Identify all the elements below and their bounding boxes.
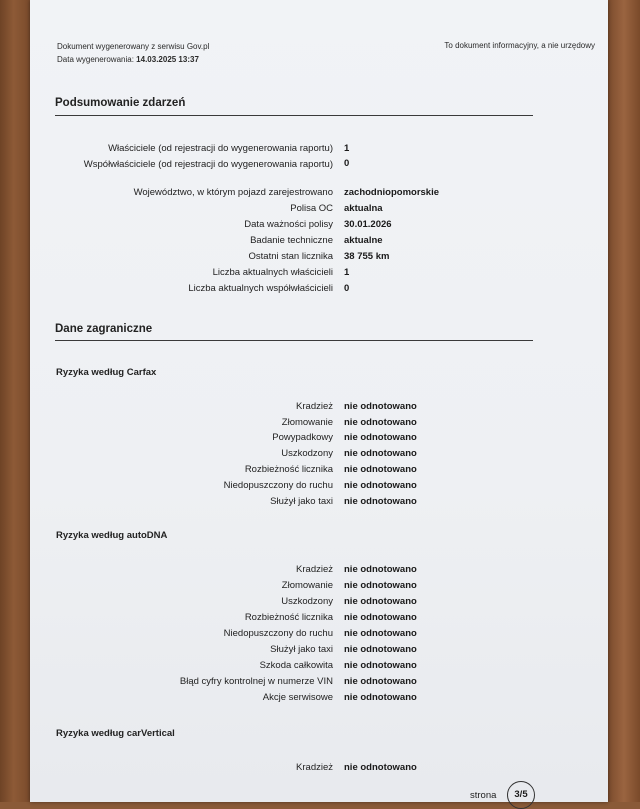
document-notice: To dokument informacyjny, a nie urzędowy xyxy=(444,41,595,50)
wood-background-right xyxy=(608,0,640,802)
autodna-row-value: nie odnotowano xyxy=(344,692,417,703)
autodna-row-label: Złomowanie xyxy=(281,580,333,591)
summary-row xyxy=(55,203,533,217)
generated-date-value: 14.03.2025 13:37 xyxy=(136,55,199,64)
summary-section-rule xyxy=(55,115,533,116)
summary-row-value: 38 755 km xyxy=(344,251,390,262)
summary-section-title: Podsumowanie zdarzeń xyxy=(55,97,186,109)
autodna-row-value: nie odnotowano xyxy=(344,660,417,671)
summary-row xyxy=(55,251,533,265)
document-header-left xyxy=(57,40,209,66)
carfax-row xyxy=(55,432,533,446)
autodna-row xyxy=(55,660,533,674)
carfax-row-value: nie odnotowano xyxy=(344,432,417,443)
carfax-row-value: nie odnotowano xyxy=(344,417,417,428)
autodna-row-value: nie odnotowano xyxy=(344,564,417,575)
summary-row xyxy=(55,143,533,157)
wood-background-left xyxy=(0,0,30,802)
autodna-row xyxy=(55,596,533,610)
autodna-title: Ryzyka według autoDNA xyxy=(56,530,168,541)
carfax-row-label: Uszkodzony xyxy=(281,448,333,459)
carvertical-row-label: Kradzież xyxy=(296,762,333,773)
carfax-row xyxy=(55,417,533,431)
generated-date-label: Data wygenerowania: xyxy=(57,55,134,64)
autodna-row-value: nie odnotowano xyxy=(344,676,417,687)
autodna-row-value: nie odnotowano xyxy=(344,628,417,639)
summary-row xyxy=(55,267,533,281)
summary-row-label: Badanie techniczne xyxy=(250,235,333,246)
carfax-row-label: Powypadkowy xyxy=(272,432,333,443)
carfax-row-label: Złomowanie xyxy=(281,417,333,428)
summary-row-value: 0 xyxy=(344,283,350,294)
carfax-row-value: nie odnotowano xyxy=(344,448,417,459)
summary-row-label: Data ważności polisy xyxy=(244,219,333,230)
autodna-row-label: Akcje serwisowe xyxy=(262,692,333,703)
carfax-row xyxy=(55,480,533,494)
carfax-row xyxy=(55,464,533,478)
autodna-row xyxy=(55,692,533,706)
autodna-row xyxy=(55,644,533,658)
carfax-row-value: nie odnotowano xyxy=(344,496,417,507)
summary-row xyxy=(55,219,533,233)
summary-row-value: aktualne xyxy=(344,235,383,246)
summary-row-value: aktualna xyxy=(344,203,383,214)
summary-row-value: 1 xyxy=(344,143,350,154)
autodna-row xyxy=(55,564,533,578)
carvertical-title: Ryzyka według carVertical xyxy=(56,728,175,739)
carfax-row-value: nie odnotowano xyxy=(344,480,417,491)
summary-row xyxy=(55,235,533,249)
foreign-section-rule xyxy=(55,340,533,341)
summary-row-label: Liczba aktualnych właścicieli xyxy=(212,267,333,278)
carfax-row xyxy=(55,496,533,510)
summary-row-label: Właściciele (od rejestracji do wygenerowania raportu) xyxy=(108,143,333,154)
autodna-row xyxy=(55,580,533,594)
autodna-row-label: Niedopuszczony do ruchu xyxy=(223,628,333,639)
carvertical-row xyxy=(55,762,533,776)
autodna-row-label: Uszkodzony xyxy=(281,596,333,607)
autodna-row-label: Szkoda całkowita xyxy=(259,660,333,671)
carfax-row-label: Kradzież xyxy=(296,401,333,412)
carfax-row-label: Służył jako taxi xyxy=(270,496,333,507)
summary-row-value: 1 xyxy=(344,267,350,278)
autodna-row-label: Służył jako taxi xyxy=(270,644,333,655)
summary-row xyxy=(55,187,533,201)
summary-row-label: Województwo, w którym pojazd zarejestrowano xyxy=(133,187,333,198)
summary-row xyxy=(55,283,533,297)
carfax-row-label: Rozbieżność licznika xyxy=(244,464,333,475)
autodna-row-value: nie odnotowano xyxy=(344,596,417,607)
carfax-row xyxy=(55,448,533,462)
page-number: 3/5 xyxy=(507,781,535,809)
generated-date-line xyxy=(57,53,209,66)
summary-row-label: Współwłaściciele (od rejestracji do wygenerowania raportu) xyxy=(83,159,333,170)
foreign-section-title: Dane zagraniczne xyxy=(55,323,153,335)
autodna-row-value: nie odnotowano xyxy=(344,580,417,591)
carfax-row xyxy=(55,401,533,415)
autodna-row-label: Błąd cyfry kontrolnej w numerze VIN xyxy=(179,676,333,687)
autodna-row-value: nie odnotowano xyxy=(344,612,417,623)
summary-row xyxy=(55,158,533,184)
summary-row-label: Liczba aktualnych współwłaścicieli xyxy=(188,283,333,294)
generated-from-text: Dokument wygenerowany z serwisu Gov.pl xyxy=(57,42,210,51)
autodna-row-value: nie odnotowano xyxy=(344,644,417,655)
autodna-row xyxy=(55,612,533,626)
summary-row-value: 30.01.2026 xyxy=(344,219,392,230)
summary-row-value: zachodniopomorskie xyxy=(344,187,440,198)
summary-row-label: Polisa OC xyxy=(290,203,333,214)
carfax-row-label: Niedopuszczony do ruchu xyxy=(223,480,333,491)
summary-row-value: 0 xyxy=(344,158,350,169)
autodna-row-label: Rozbieżność licznika xyxy=(244,612,333,623)
page-label: strona xyxy=(470,790,497,801)
carvertical-row-value: nie odnotowano xyxy=(344,762,417,773)
autodna-row xyxy=(55,676,533,690)
autodna-row-label: Kradzież xyxy=(296,564,333,575)
carfax-row-value: nie odnotowano xyxy=(344,464,417,475)
summary-row-label: Ostatni stan licznika xyxy=(248,251,333,262)
carfax-row-value: nie odnotowano xyxy=(344,401,417,412)
carfax-title: Ryzyka według Carfax xyxy=(56,367,157,378)
autodna-row xyxy=(55,628,533,642)
